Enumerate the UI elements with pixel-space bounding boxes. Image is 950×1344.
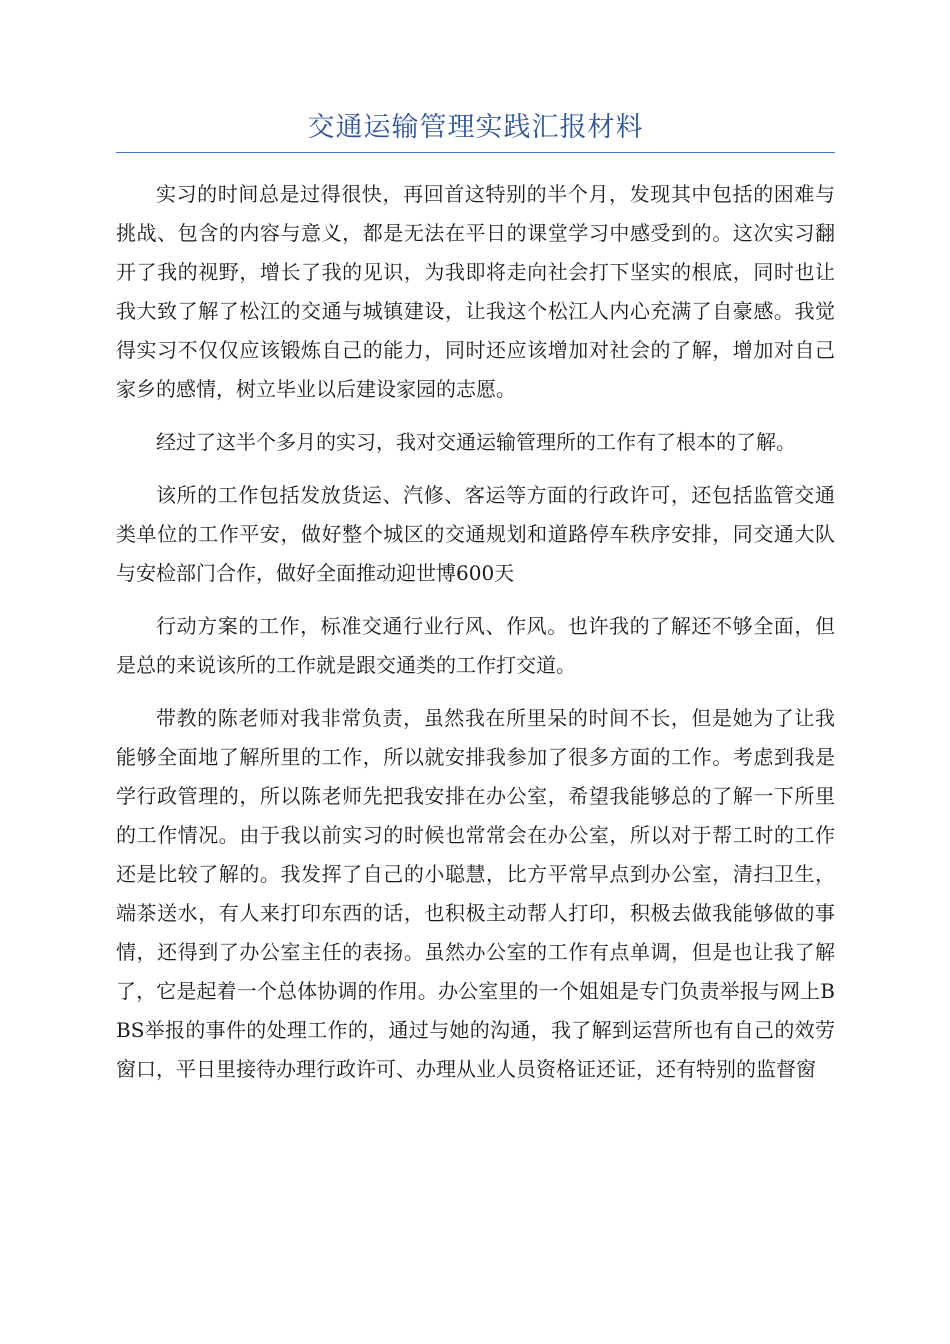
document-body bbox=[116, 175, 835, 1089]
paragraph-2: 经过了这半个多月的实习，我对交通运输管理所的工作有了根本的了解。 bbox=[156, 430, 796, 454]
paragraph-4: 行动方案的工作，标准交通行业行风、作风。也许我的了解还不够全面，但是总的来说该所的工作就是跟交通类的工作打交道。 bbox=[116, 614, 835, 677]
document-page bbox=[116, 108, 835, 1103]
paragraph-1: 实习的时间总是过得很快，再回首这特别的半个月，发现其中包括的困难与挑战、包含的内容与意义，都是无法在平日的课堂学习中感受到的。这次实习翻开了我的视野，增长了我的见识，为我即将走向社会打下坚实的根底，同时也让我大致了解了松江的交通与城镇建设，让我这个松江人内心充满了自豪感。我觉得实习不仅仅应该锻炼自己的能力，同时还应该增加对社会的了解，增加对自己家乡的感情，树立毕业以后建设家园的志愿。 bbox=[116, 182, 835, 401]
paragraph-5: 带教的陈老师对我非常负责，虽然我在所里呆的时间不长，但是她为了让我能够全面地了解所里的工作，所以就安排我参加了很多方面的工作。考虑到我是学行政管理的，所以陈老师先把我安排在办公室，希望我能够总的了解一下所里的工作情况。由于我以前实习的时候也常常会在办公室，所以对于帮工时的工作还是比较了解的。我发挥了自己的小聪慧，比方平常早点到办公室，清扫卫生，端茶送水，有人来打印东西的话，也积极主动帮人打印，积极去做我能够做的事情，还得到了办公室主任的表扬。虽然办公室的工作有点单调，但是也让我了解了，它是起着一个总体协调的作用。办公室里的一个姐姐是专门负责举报与网上BBS举报的事件的处理工作的，通过与她的沟通，我了解到运营所也有自己的效劳窗口，平日里接待办理行政许可、办理从业人员资格证还证，还有特别的监督窗 bbox=[116, 706, 835, 1081]
document-title: 交通运输管理实践汇报材料 bbox=[116, 108, 835, 153]
paragraph-3: 该所的工作包括发放货运、汽修、客运等方面的行政许可，还包括监管交通类单位的工作平安，做好整个城区的交通规划和道路停车秩序安排，同交通大队与安检部门合作，做好全面推动迎世博600天 bbox=[116, 483, 835, 585]
